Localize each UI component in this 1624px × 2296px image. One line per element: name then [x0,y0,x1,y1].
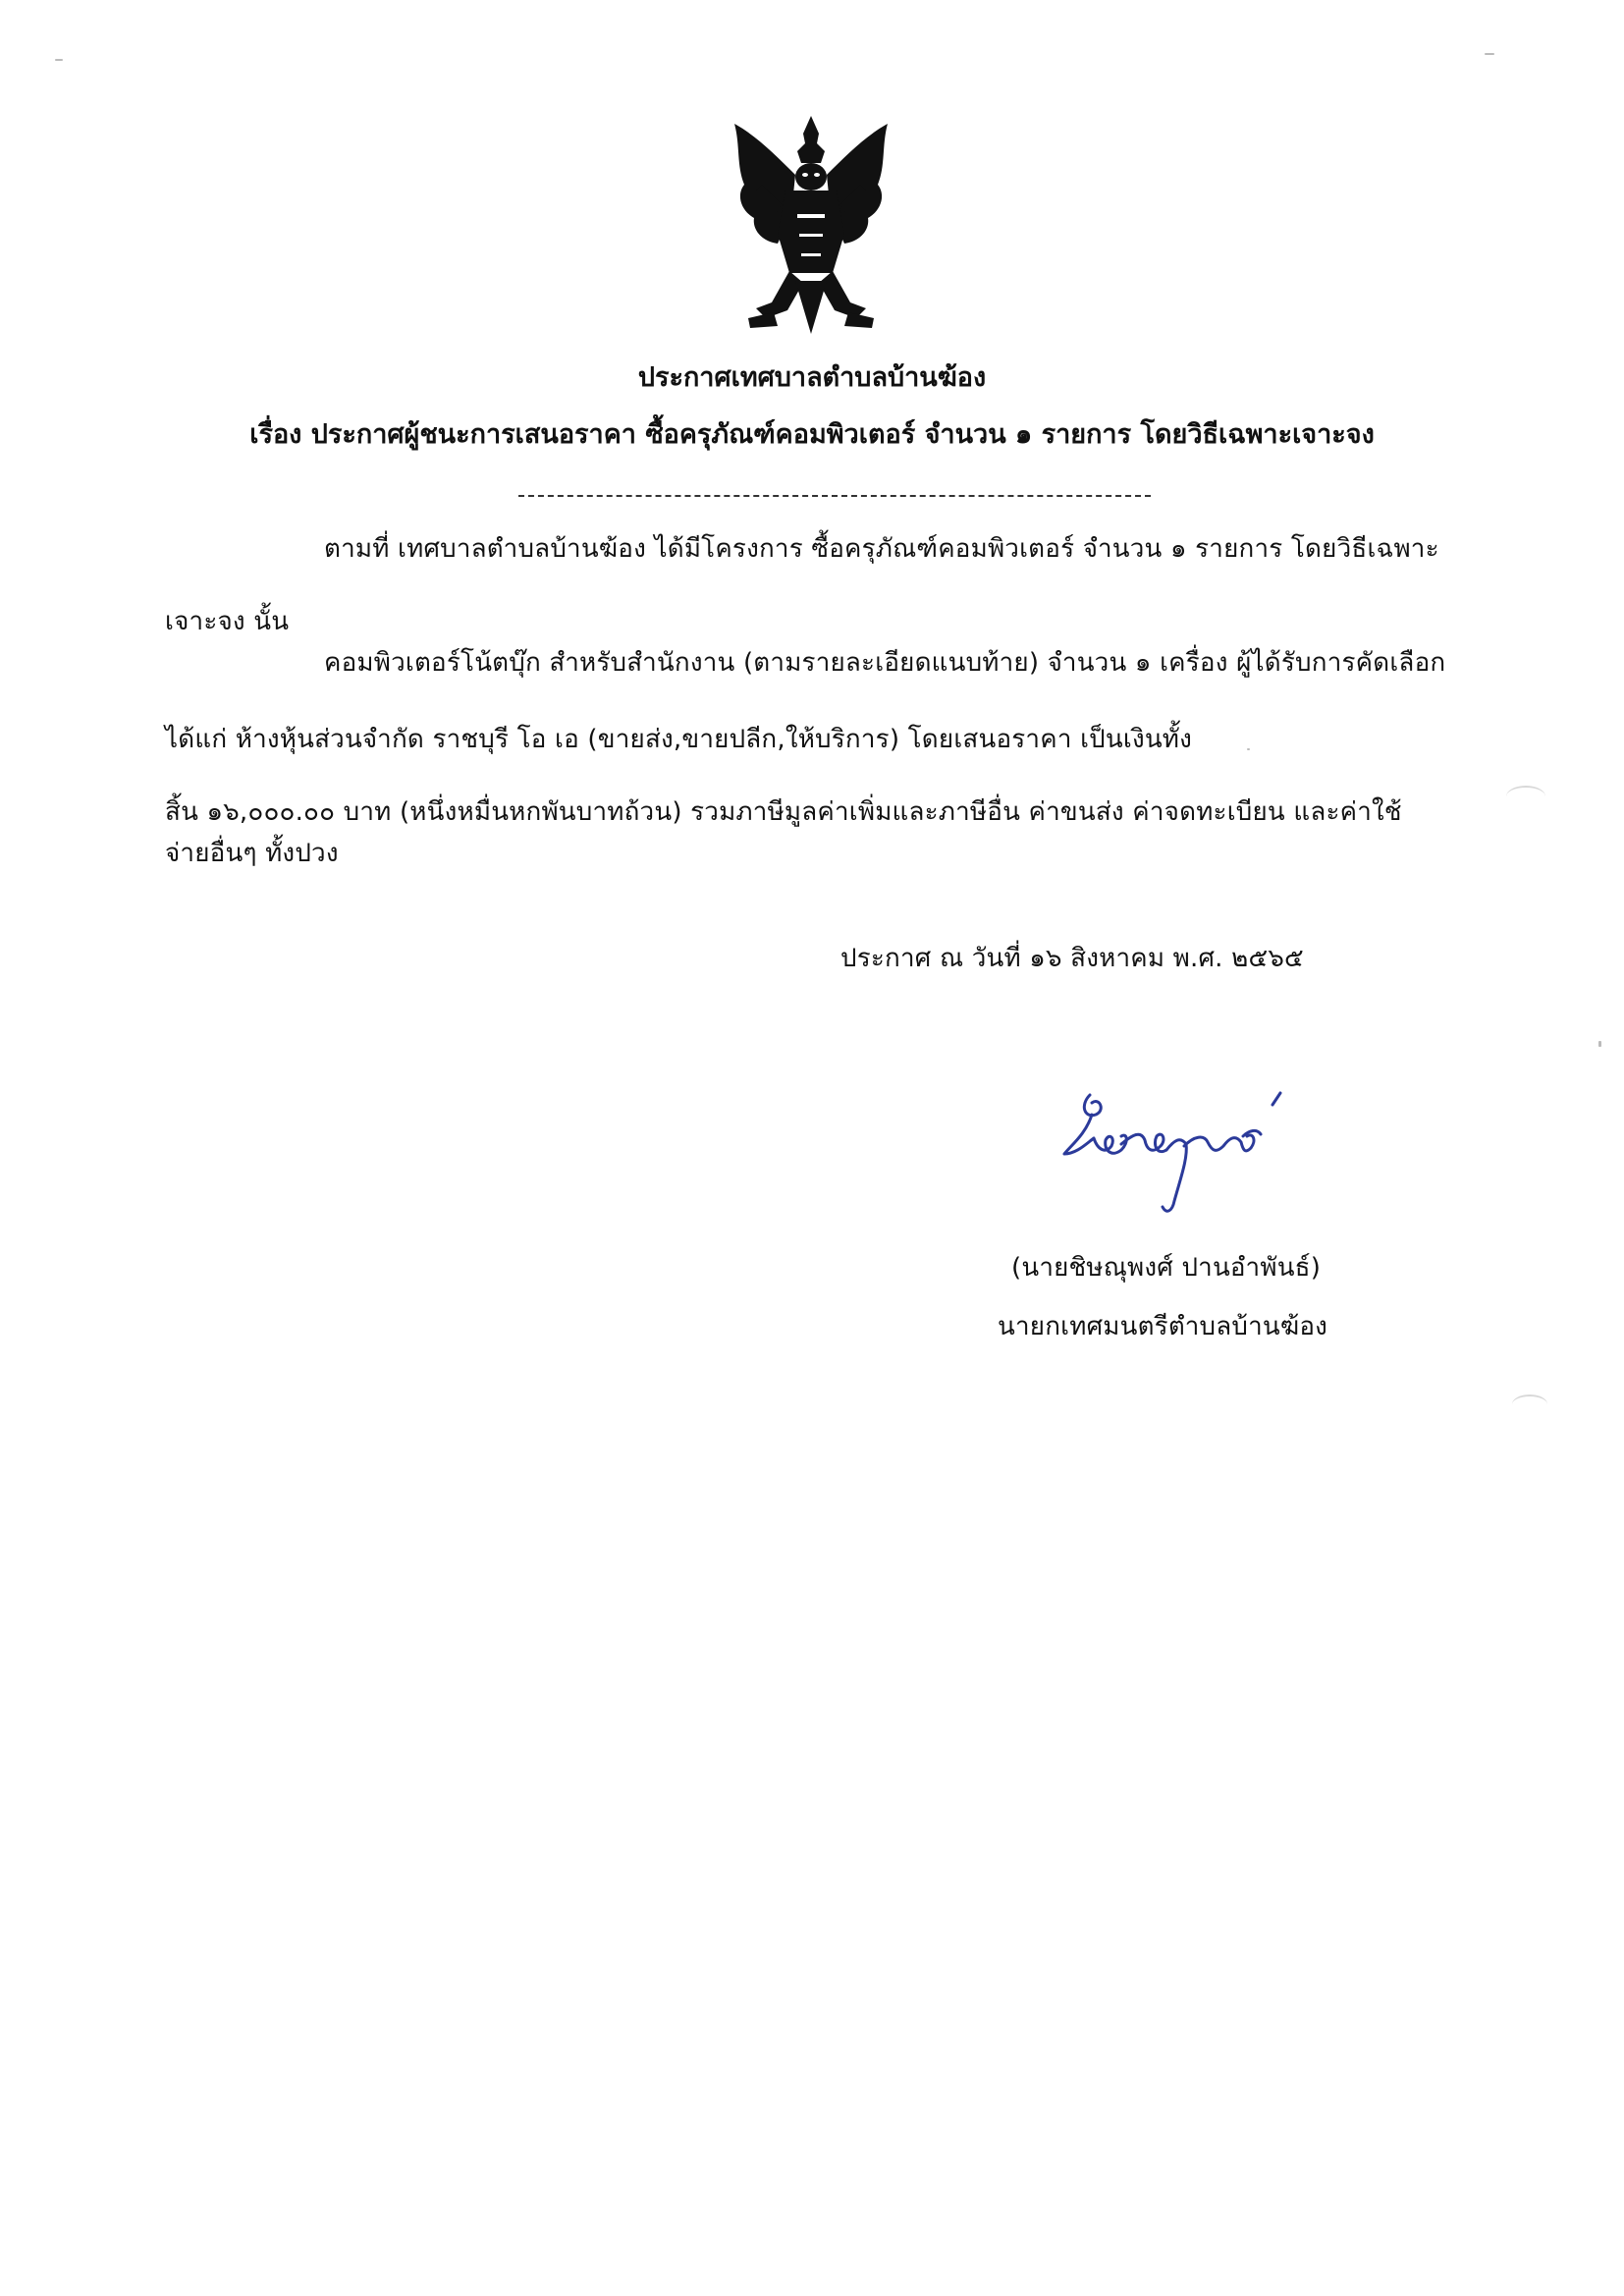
announcement-title: ประกาศเทศบาลตำบลบ้านฆ้อง [637,362,987,393]
body-line: เจาะจง นั้น [165,607,290,636]
garuda-emblem-icon [727,116,895,334]
body-line: สิ้น ๑๖,๐๐๐.๐๐ บาท (หนึ่งหมื่นหกพันบาทถ้วน) รวมภาษีมูลค่าเพิ่มและภาษีอื่น ค่าขนส่ง ค่าจดทะเบียน และค่าใช้ [165,797,1402,827]
announcement-date: ประกาศ ณ วันที่ ๑๖ สิงหาคม พ.ศ. ๒๕๖๕ [840,944,1304,973]
scan-speck [1485,53,1494,55]
body-line: ตามที่ เทศบาลตำบลบ้านฆ้อง ได้มีโครงการ ซื้อครุภัณฑ์คอมพิวเตอร์ จำนวน ๑ รายการ โดยวิธีเฉพาะ [324,534,1439,564]
body-line: คอมพิวเตอร์โน้ตบุ๊ก สำหรับสำนักงาน (ตามรายละเอียดแนบท้าย) จำนวน ๑ เครื่อง ผู้ได้รับการคัดเลือก [324,648,1446,678]
body-line: ได้แก่ ห้างหุ้นส่วนจำกัด ราชบุรี โอ เอ (ขายส่ง,ขายปลีก,ให้บริการ) โดยเสนอราคา เป็นเงินทั้ง [165,725,1193,754]
signer-name: (นายชิษณุพงศ์ ปานอำพันธ์) [1011,1253,1322,1283]
scan-edge-mark [1506,786,1545,807]
scan-speck [1598,1041,1601,1047]
body-line: จ่ายอื่นๆ ทั้งปวง [165,839,339,868]
scan-speck [1247,748,1250,750]
handwritten-signature-icon [1051,1085,1306,1228]
scan-edge-mark [1512,1394,1547,1414]
signer-position: นายกเทศมนตรีตำบลบ้านฆ้อง [998,1312,1328,1341]
title-divider [518,495,1151,497]
scan-speck [55,59,63,61]
announcement-subject: เรื่อง ประกาศผู้ชนะการเสนอราคา ซื้อครุภัณฑ์คอมพิวเตอร์ จำนวน ๑ รายการ โดยวิธีเฉพาะเจาะจง [249,419,1375,450]
